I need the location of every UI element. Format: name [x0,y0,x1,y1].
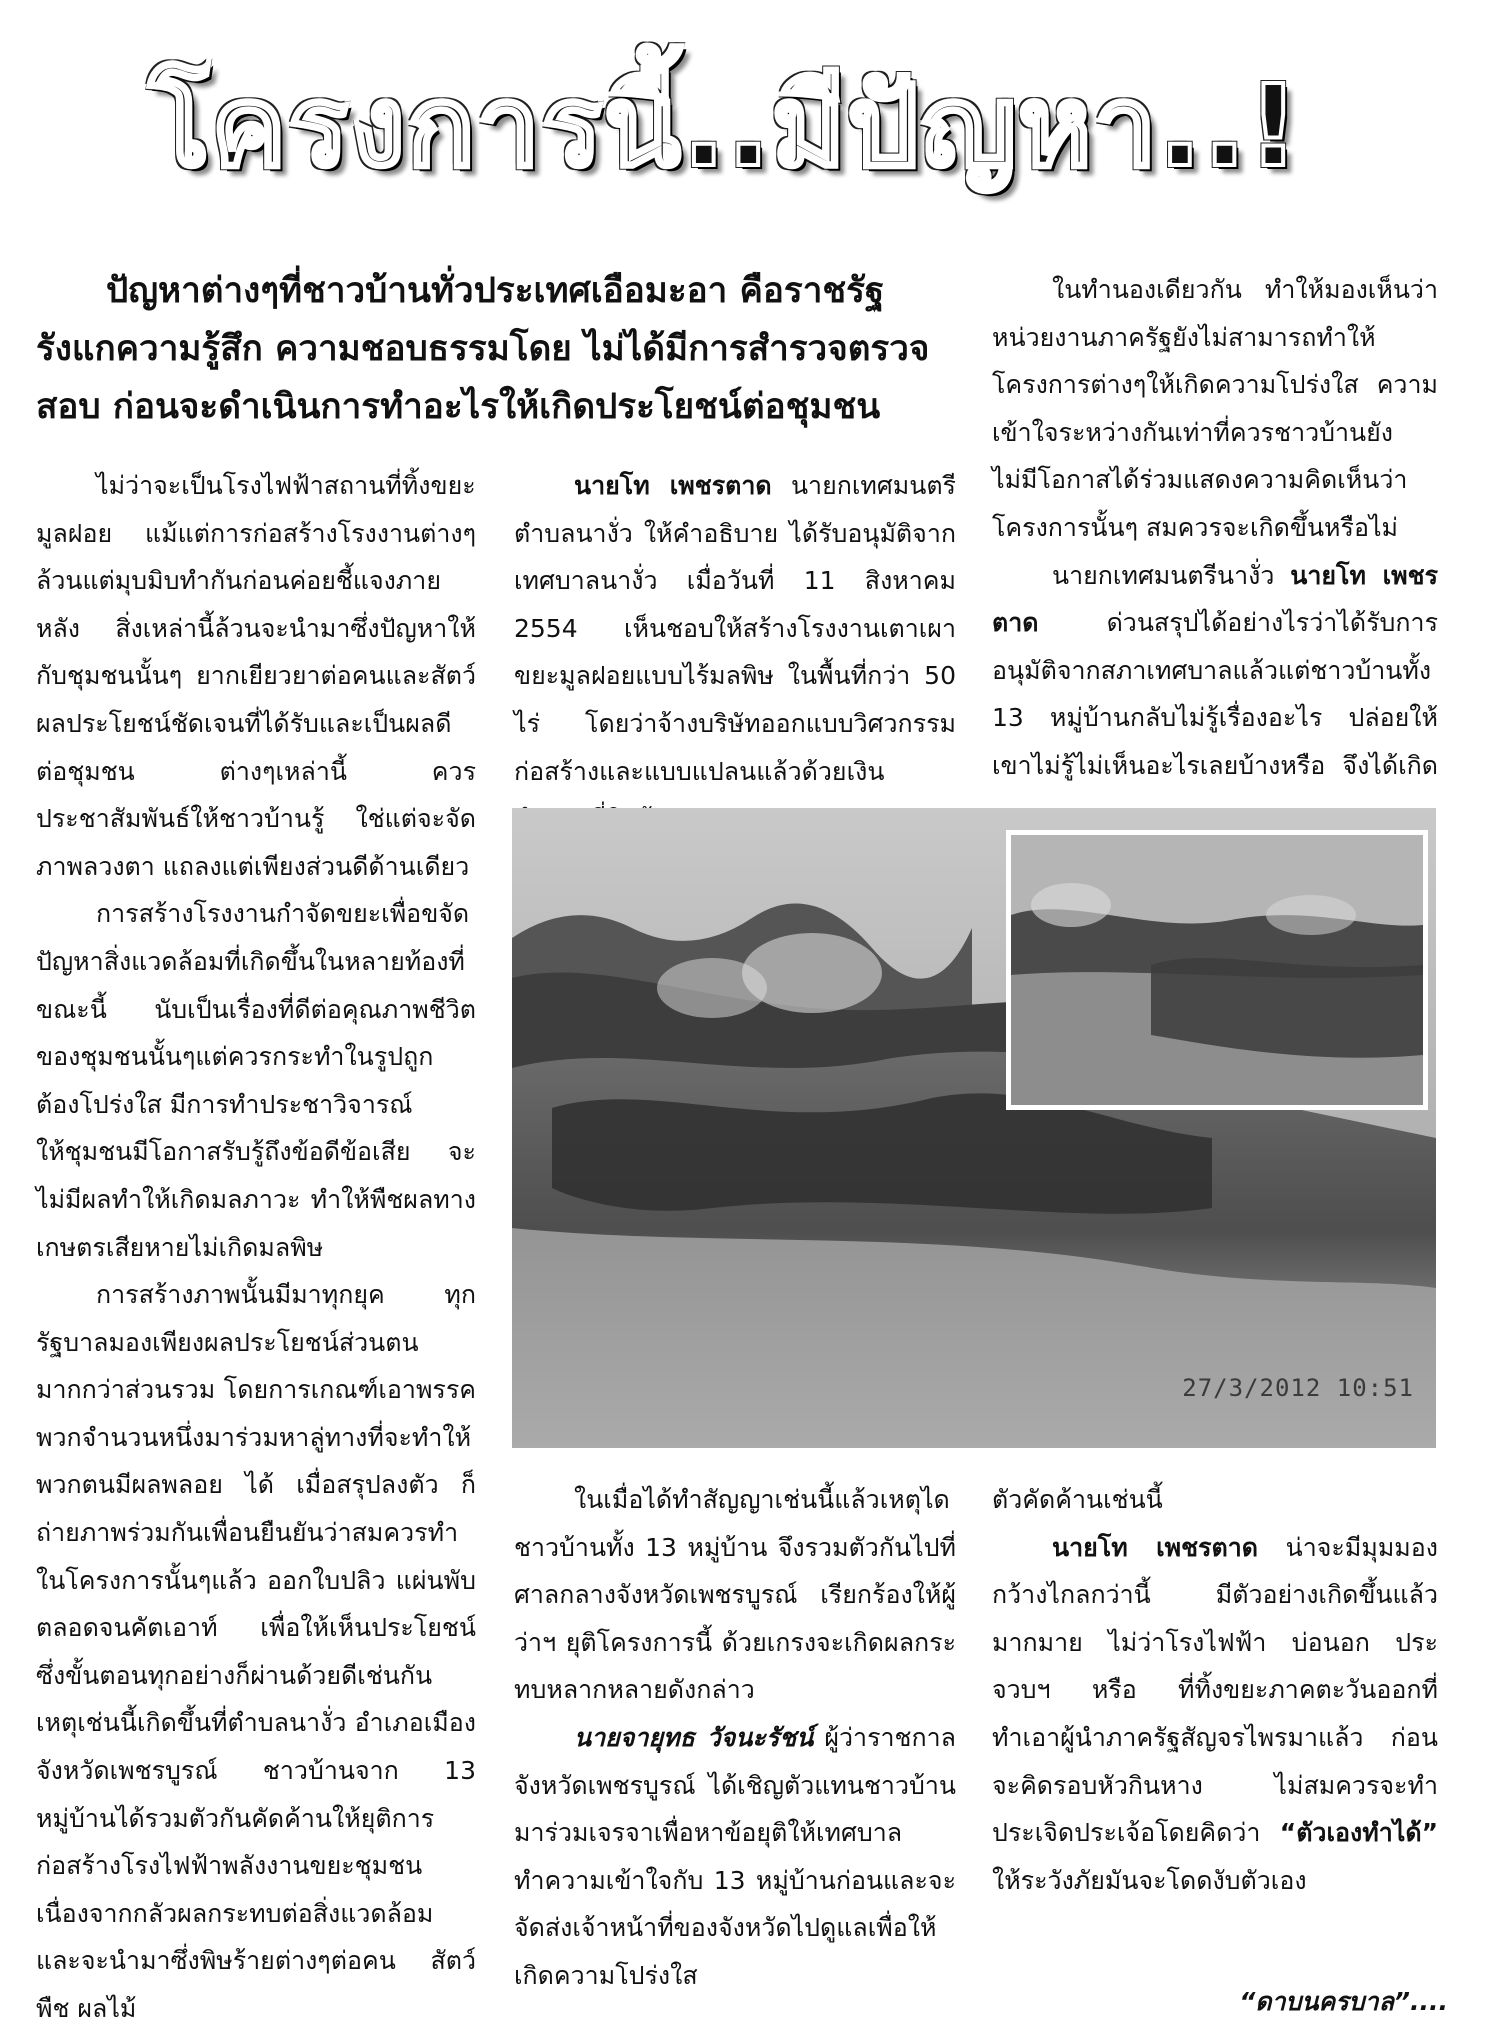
paragraph-text: ผู้ว่าราชกาลจังหวัดเพชรบูรณ์ ได้เชิญตัวแทนชาวบ้านมาร่วมเจรจาเพื่อหาข้อยุติให้เทศบาลทำความเข้าใจกับ 13 หมู่บ้านก่อนและจะจัดส่งเจ้าหน้าที่ของจังหวัดไปดูแลเพื่อให้เกิดความโปร่งใส [514,1722,956,1990]
person-name: นายโท เพชรตาด [574,471,772,500]
column-middle-bottom [514,1476,956,2000]
headline [36,262,986,436]
inset-scene [1011,835,1423,1105]
column-right-top [992,266,1438,837]
person-name: นายโท เพชรตาด [992,560,1439,638]
person-name: นายโท เพชรตาด [1052,1532,1259,1562]
paragraph [514,462,956,843]
paragraph: ในเมื่อได้ทำสัญญาเช่นนี้แล้วเหตุไดชาวบ้านทั้ง 13 หมู่บ้าน จึงรวมตัวกันไปที่ศาลกลางจังหวัดเพชรบูรณ์ เรียกร้องให้ผู้ว่าฯ ยุติโครงการนี้ ด้วยเกรงจะเกิดผลกระทบหลากหลายดังกล่าว [514,1485,956,1705]
title-banner [110,52,1340,202]
paragraph [992,1524,1438,1905]
photo-timestamp: 27/3/2012 10:51 [1182,1374,1414,1402]
paragraph-text: น่าจะมีมุมมองกว้างไกลกว่านี้ มีตัวอย่างเกิดขึ้นแล้วมากมาย ไม่ว่าโรงไฟฟ้า บ่อนอก ประจวบฯ หรือ ที่ทิ้งขยะภาคตะวันออกที่ทำเอาผู้นำภาครัฐสัญจรไพรมาแล้ว ก่อนจะคิดรอบหัวกินหาง ไม่สมควรจะทำประเจิดประเจ้อโดยคิดว่า [992,1532,1438,1848]
paragraph-text: ด่วนสรุปได้อย่างไรว่าได้รับการอนุมัติจากสภาเทศบาลแล้วแต่ชาวบ้านทั้ง 13 หมู่บ้านกลับไม่รู้เรื่องอะไร ปล่อยให้เขาไม่รู้ไม่เห็นอะไรเลยบ้างหรือ จึงได้เกิด [992,608,1438,780]
paragraph: ในทำนองเดียวกัน ทำให้มองเห็นว่าหน่วยงานภาครัฐยังไม่สามารถทำให้โครงการต่างๆให้เกิดความโปร่งใส ความเข้าใจระหว่างกันเท่าที่ควรชาวบ้านยังไม่มีโอกาสได้ร่วมแสดงความคิดเห็นว่าโครงการนั้นๆ สมควรจะเกิดขึ้นหรือไม่ [992,275,1438,542]
author-signature: “ดาบนครบาล”.... [1239,1987,1448,2016]
quote-text: “ตัวเองทำได้” [1279,1818,1438,1848]
column-left [36,462,476,2033]
paragraph: ไม่ว่าจะเป็นโรงไฟฟ้าสถานที่ทิ้งขยะมูลฝอย แม้แต่การก่อสร้างโรงงานต่างๆ ล้วนแต่มุบมิบทำกันก่อนค่อยชี้แจงภายหลัง สิ่งเหล่านี้ล้วนจะนำมาซึ่งปัญหาให้กับชุมชนนั้นๆ ยากเยียวยาต่อคนและสัตว์ ผลประโยชน์ชัดเจนที่ได้รับและเป็นผลดีต่อชุมชน ต่างๆเหล่านี้ ควรประชาสัมพันธ์ให้ชาวบ้านรู้ ใช่แต่จะจัดภาพลวงตา แถลงแต่เพียงส่วนดีด้านเดียว [36,471,476,881]
paragraph: การสร้างภาพนั้นมีมาทุกยุค ทุกรัฐบาลมองเพียงผลประโยชน์ส่วนตนมากกว่าส่วนรวม โดยการเกณฑ์เอาพรรคพวกจำนวนหนึ่งมาร่วมหาลู่ทางที่จะทำให้พวกตนมีผลพลอย ได้ เมื่อสรุปลงตัว ก็ถ่ายภาพร่วมกันเพื่อนยืนยันว่าสมควรทำในโครงการนั้นๆแล้ว ออกใบปลิว แผ่นพับ ตลอดจนคัตเอาท์ เพื่อให้เห็นประโยชน์ ซึ่งขั้นตอนทุกอย่างก็ผ่านด้วยดีเช่นกัน เหตุเช่นนี้เกิดขึ้นที่ตำบลนางั่ว อำเภอเมือง จังหวัดเพชรบูรณ์ ชาวบ้านจาก 13 หมู่บ้านได้รวมตัวกันคัดค้านให้ยุติการก่อสร้างโรงไฟฟ้าพลังงานขยะชุมชนเนื่องจากกลัวผลกระทบต่อสิ่งแวดล้อม และจะนำมาซึ่งพิษร้ายต่างๆต่อคน สัตว์ พืช ผลไม้ [36,1280,476,2023]
headline-line: สอบ ก่อนจะดำเนินการทำอะไรให้เกิดประโยชน์ต่อชุมชน [36,387,881,427]
paragraph [992,552,1438,838]
paragraph-text: นายกเทศมนตรีนางั่ว [1052,560,1291,590]
paragraph [514,1714,956,2000]
paragraph: ให้ชุมชนมีโอกาสรับรู้ถึงข้อดีข้อเสีย จะไม่มีผลทำให้เกิดมลภาวะ ทำให้พืชผลทางเกษตรเสียหายไม่เกิดมลพิษ [36,1137,476,1262]
paragraph: ตัวคัดค้านเช่นนี้ [992,1485,1163,1514]
headline-line: รังแกความรู้สึก ความชอบธรรมโดย ไม่ได้มีการสำรวจตรวจ [36,329,930,369]
person-name: นายจายุทธ วัจนะรัชน์ [574,1722,814,1752]
paragraph: การสร้างโรงงานกำจัดขยะเพื่อขจัดปัญหาสิ่งแวดล้อมที่เกิดขึ้นในหลายท้องที่ขณะนี้ นับเป็นเรื่องที่ดีต่อคุณภาพชีวิตของชุมชนนั้นๆแต่ควรกระทำในรูปถูกต้องโปร่งใส มีการทำประชาวิจารณ์ [36,899,476,1119]
headline-line: ปัญหาต่างๆที่ชาวบ้านทั่วประเทศเอือมะอา คือราชรัฐ [106,271,885,311]
paragraph-text: ให้ระวังภัยมันจะโดดงับตัวเอง [992,1865,1307,1895]
page-title: โครงการนี้..มีปัญหา..! [149,62,1301,192]
landfill-photo [512,808,1436,1448]
inset-photo [1006,830,1428,1110]
column-right-bottom [992,1476,1438,1904]
paragraph-text: นายกเทศมนตรีตำบลนางั่ว ให้คำอธิบาย ได้รับอนุมัติจากเทศบาลนางั่ว เมื่อวันที่ 11 สิงหาคม 2554 เห็นชอบให้สร้างโรงงานเตาเผาขยะมูลฝอยแบบไร้มลพิษ ในพื้นที่กว่า 50 ไร่ โดยว่าจ้างบริษัทออกแบบวิศวกรรมก่อสร้างและแบบแปลนแล้วด้วยเงิน [514,471,956,786]
column-middle-top [514,462,956,843]
